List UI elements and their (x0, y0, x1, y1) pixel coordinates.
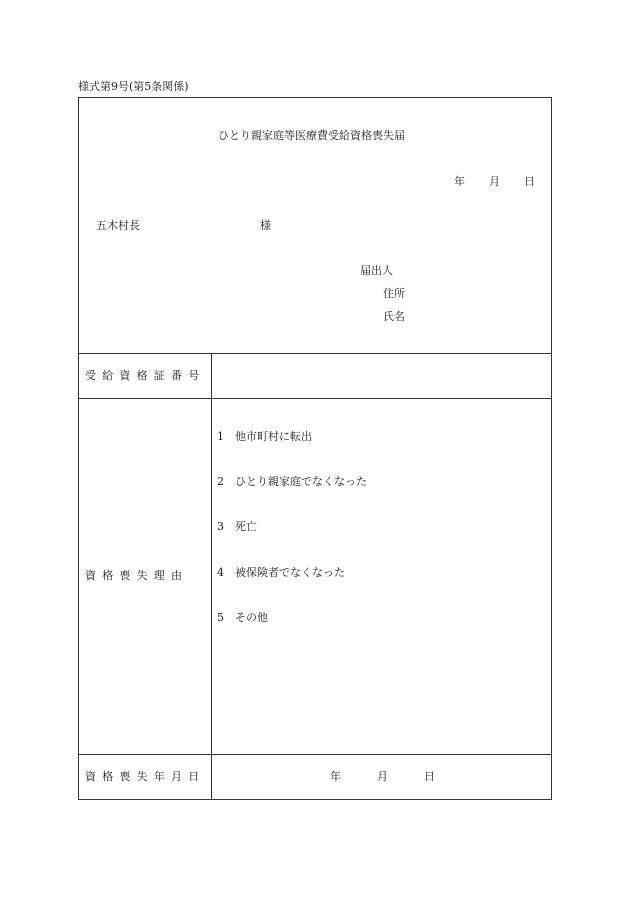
reason-option-2[interactable] (217, 475, 367, 489)
reason-option-number: 4 (217, 566, 224, 579)
loss-date-year-label: 年 (330, 770, 341, 783)
certificate-number-label: 受給資格証番号 (85, 369, 206, 382)
addressee-name: 五木村長 (96, 219, 140, 232)
applicant-address-label: 住所 (383, 287, 405, 300)
loss-reason-label: 資格喪失理由 (85, 569, 189, 582)
date-day-label: 日 (524, 175, 535, 188)
certificate-number-field[interactable] (212, 354, 551, 398)
reason-option-text: 死亡 (235, 520, 257, 533)
table-divider (78, 754, 552, 755)
reason-option-1[interactable] (217, 430, 312, 444)
reason-option-text: ひとり親家庭でなくなった (235, 475, 367, 488)
reason-option-number: 1 (217, 430, 224, 443)
date-month-label: 月 (489, 175, 500, 188)
loss-date-day-label: 日 (424, 770, 435, 783)
form-title: ひとり親家庭等医療費受給資格喪失届 (218, 129, 405, 142)
reason-option-5[interactable] (217, 611, 268, 625)
applicant-label: 届出人 (360, 264, 393, 277)
loss-date-label: 資格喪失年月日 (85, 770, 206, 783)
reason-option-3[interactable] (217, 520, 257, 534)
reason-option-text: 被保険者でなくなった (235, 566, 345, 579)
date-year-label: 年 (454, 175, 465, 188)
loss-date-month-label: 月 (377, 770, 388, 783)
reason-option-text: 他市町村に転出 (235, 430, 312, 443)
applicant-name-label: 氏名 (383, 310, 405, 323)
form-number-label: 様式第9号(第5条関係) (78, 80, 189, 93)
table-column-divider (211, 353, 212, 800)
reason-option-number: 5 (217, 611, 224, 624)
table-divider (78, 398, 552, 399)
reason-option-4[interactable] (217, 566, 345, 580)
reason-option-number: 3 (217, 520, 224, 533)
form-frame (78, 97, 552, 800)
addressee-honorific: 様 (260, 219, 271, 232)
reason-option-number: 2 (217, 475, 224, 488)
reason-option-text: その他 (235, 611, 268, 624)
